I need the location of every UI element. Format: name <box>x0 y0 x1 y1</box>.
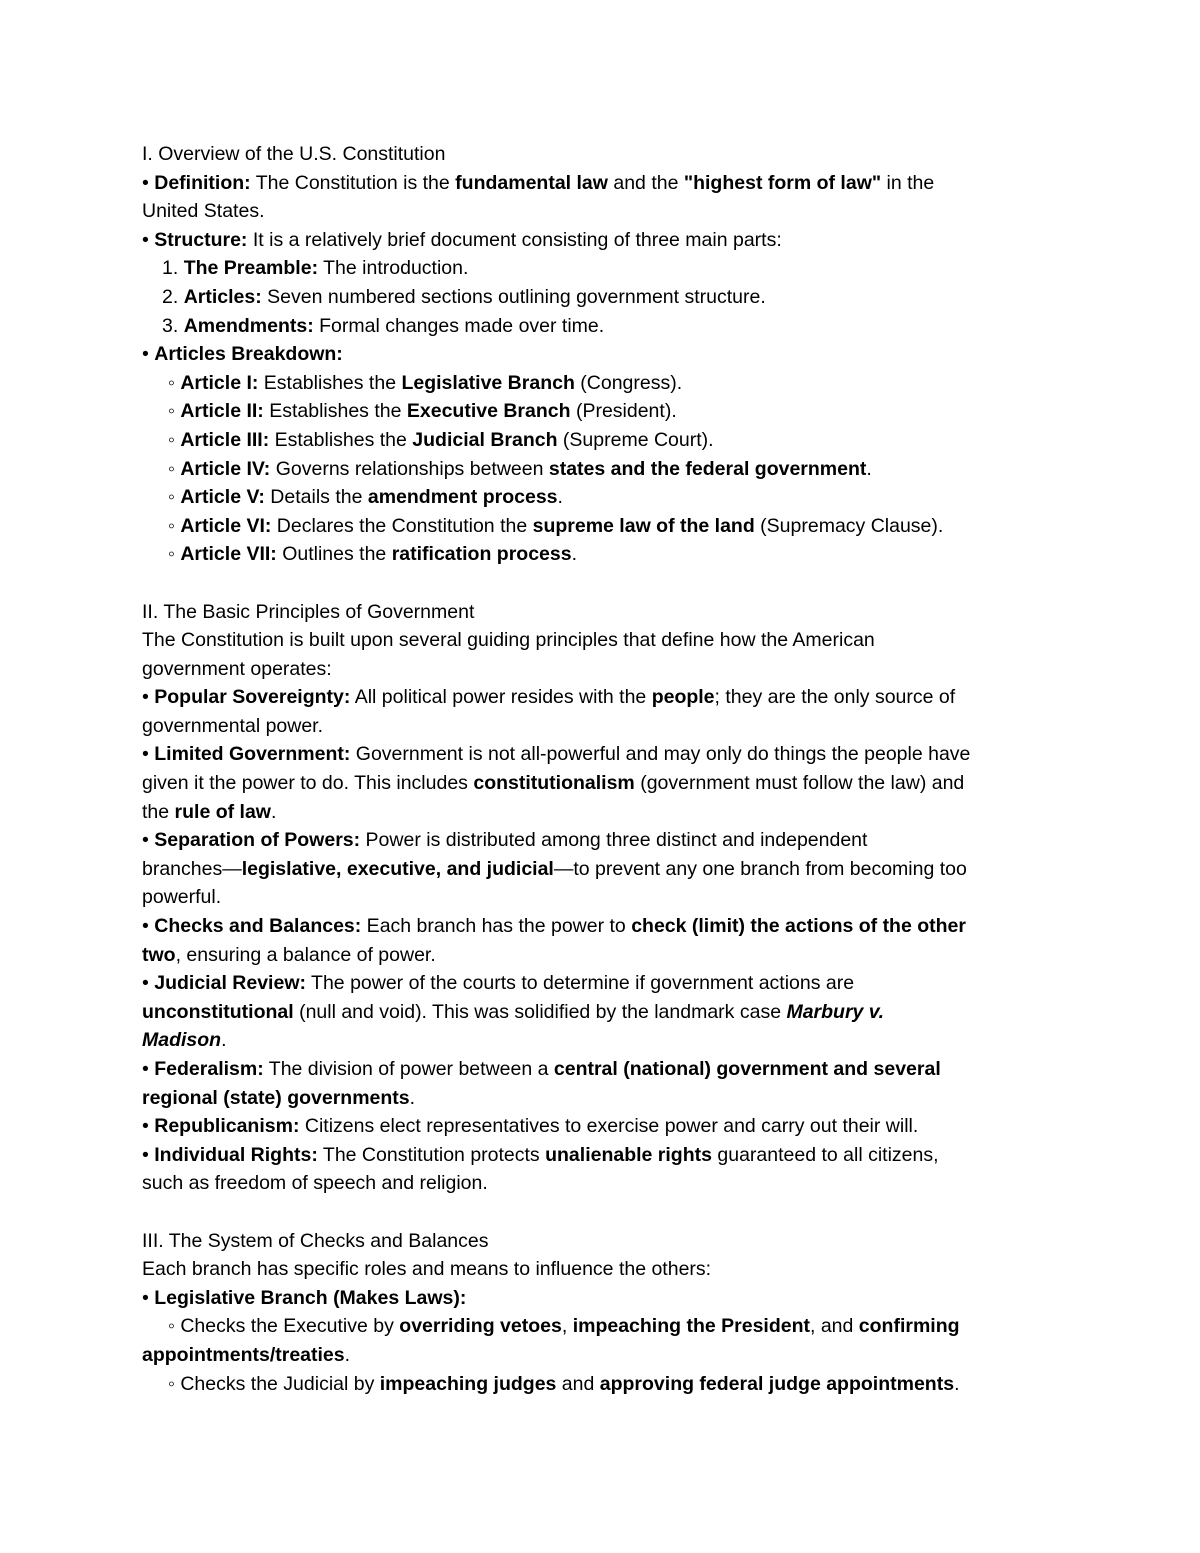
bold-text: central (national) government and several <box>553 1058 941 1080</box>
text-run: Seven numbered sections outlining government structure. <box>261 285 766 308</box>
text-run: branches— <box>142 857 242 880</box>
text-line <box>142 226 1072 255</box>
text-run: Each branch has specific roles and means to influence the others: <box>142 1258 712 1281</box>
text-run: 2. <box>162 285 184 308</box>
text-run: ◦ <box>168 514 181 537</box>
text-line <box>142 1255 1072 1284</box>
text-run: (null and void). This was solidified by the landmark case <box>293 1000 787 1023</box>
text-run: • <box>142 1143 155 1166</box>
text-run: ◦ Checks the Executive by <box>168 1315 400 1338</box>
bold-text: supreme law of the land <box>532 514 755 537</box>
text-run: Power is distributed among three distinct and independent <box>360 829 868 852</box>
bold-text: Federalism: <box>154 1058 264 1080</box>
text-run: • <box>142 686 155 709</box>
text-run: • <box>142 743 155 766</box>
text-run: ◦ <box>168 457 181 480</box>
bold-text: constitutionalism <box>473 772 635 795</box>
text-run: . <box>409 1086 416 1109</box>
text-run: the <box>142 800 175 823</box>
text-line <box>142 1341 1072 1370</box>
text-line <box>142 1312 1072 1341</box>
text-run: • <box>142 1115 155 1138</box>
text-run: • <box>142 915 155 938</box>
bold-text: impeaching judges <box>379 1372 557 1395</box>
text-line <box>142 1055 1072 1084</box>
text-line <box>142 283 1072 312</box>
text-line <box>142 455 1072 484</box>
text-run: Outlines the <box>276 543 392 566</box>
bold-text: Article VII: <box>180 543 277 566</box>
bold-text: fundamental law <box>455 171 608 194</box>
bold-text: Limited Government: <box>154 743 351 766</box>
text-run: government operates: <box>142 657 332 680</box>
bold-text: Article II: <box>180 400 264 423</box>
bold-text: Article IV: <box>180 457 271 480</box>
text-run: and the <box>607 171 684 194</box>
text-run: . <box>954 1372 960 1395</box>
bold-text: Articles: <box>183 285 262 308</box>
bold-text: Executive Branch <box>406 400 571 423</box>
bold-text: Amendments: <box>183 314 314 337</box>
bold-text: Republicanism: <box>154 1115 300 1138</box>
text-line <box>142 740 1072 769</box>
text-run: . <box>270 800 277 823</box>
text-run: Establishes the <box>263 400 407 423</box>
text-line <box>142 826 1072 855</box>
bold-text: Judicial Review: <box>154 972 306 995</box>
text-line <box>142 1112 1072 1141</box>
text-line <box>142 683 1072 712</box>
text-run: Establishes the <box>269 428 413 451</box>
text-run: 3. <box>162 314 184 337</box>
bold-text: rule of law <box>174 800 271 823</box>
text-run: Details the <box>264 486 368 509</box>
bold-text: Individual Rights: <box>154 1143 318 1166</box>
bold-text: legislative, executive, and judicial <box>241 857 554 880</box>
text-run: in the <box>881 171 935 194</box>
paragraph-spacer <box>142 569 1072 598</box>
bold-text: amendment process <box>367 486 558 509</box>
text-run: All political power resides with the <box>350 686 652 709</box>
bold-text: Definition: <box>154 171 251 194</box>
text-run: ◦ <box>168 486 181 509</box>
bold-text: appointments/treaties <box>142 1343 345 1366</box>
text-run: • <box>142 171 155 194</box>
text-run: Governs relationships between <box>270 457 549 480</box>
text-run: Citizens elect representatives to exercise power and carry out their will. <box>299 1115 919 1138</box>
text-run: Each branch has the power to <box>361 915 632 938</box>
bold-text: Marbury v. <box>786 1000 884 1023</box>
text-run: The Constitution protects <box>317 1143 546 1166</box>
bold-text: Madison <box>142 1029 222 1052</box>
text-line <box>142 540 1072 569</box>
text-run: ◦ <box>168 400 181 423</box>
text-run: • <box>142 1058 155 1080</box>
text-run: • <box>142 829 155 852</box>
text-run: . <box>866 457 872 480</box>
text-run: (Congress). <box>574 371 683 394</box>
text-run: I. Overview of the U.S. Constitution <box>142 143 446 165</box>
text-run: . <box>344 1343 351 1366</box>
text-run: such as freedom of speech and religion. <box>142 1172 488 1195</box>
text-run: and <box>556 1372 600 1395</box>
text-line <box>142 1084 1072 1113</box>
bold-text: ratification process <box>391 543 572 566</box>
text-run: . <box>557 486 563 509</box>
text-line <box>142 998 1072 1027</box>
bold-text: Separation of Powers: <box>154 829 361 852</box>
text-line <box>142 312 1072 341</box>
text-run: • <box>142 343 155 366</box>
text-line <box>142 140 1072 169</box>
text-run: —to prevent any one branch from becoming too <box>553 857 967 880</box>
text-run: • <box>142 1286 155 1309</box>
text-line <box>142 1169 1072 1198</box>
bold-text: Article VI: <box>180 514 272 537</box>
text-run: (President). <box>570 400 677 423</box>
text-line <box>142 969 1072 998</box>
text-run: III. The System of Checks and Balances <box>142 1229 489 1252</box>
text-run: 1. <box>162 257 184 280</box>
bold-text: Article V: <box>180 486 265 509</box>
text-line <box>142 655 1072 684</box>
text-run: ◦ <box>168 371 181 394</box>
text-line <box>142 397 1072 426</box>
bold-text: unalienable rights <box>545 1143 712 1166</box>
bold-text: Judicial Branch <box>412 428 558 451</box>
bold-text: states and the federal government <box>548 457 867 480</box>
bold-text: "highest form of law" <box>683 171 882 194</box>
text-run: II. The Basic Principles of Government <box>142 600 475 623</box>
text-line <box>142 426 1072 455</box>
bold-text: impeaching the President <box>572 1315 810 1338</box>
bold-text: people <box>651 686 715 709</box>
text-run: Government is not all-powerful and may only do things the people have <box>350 743 971 766</box>
bold-text: unconstitutional <box>142 1000 294 1023</box>
text-run: powerful. <box>142 886 222 909</box>
text-line <box>142 883 1072 912</box>
text-run: Establishes the <box>258 371 402 394</box>
text-line <box>142 598 1072 627</box>
text-run: • <box>142 228 155 251</box>
text-run: ◦ <box>168 543 181 566</box>
bold-text: approving federal judge appointments <box>599 1372 955 1395</box>
text-run: Declares the Constitution the <box>271 514 533 537</box>
text-run: It is a relatively brief document consisting of three main parts: <box>247 228 782 251</box>
text-line <box>142 769 1072 798</box>
text-run: ; they are the only source of <box>714 686 956 709</box>
text-line <box>142 1026 1072 1055</box>
text-run: , <box>561 1315 573 1338</box>
bold-text: check (limit) the actions of the other <box>631 915 966 938</box>
text-line <box>142 369 1072 398</box>
text-line <box>142 912 1072 941</box>
text-run: (Supremacy Clause). <box>754 514 944 537</box>
text-run: United States. <box>142 200 265 223</box>
bold-text: Popular Sovereignty: <box>154 686 351 709</box>
text-line <box>142 197 1072 226</box>
text-run: guaranteed to all citizens, <box>711 1143 939 1166</box>
text-line <box>142 254 1072 283</box>
text-run: The Constitution is built upon several guiding principles that define how the American <box>142 629 875 652</box>
text-run: , and <box>810 1315 859 1338</box>
text-line <box>142 1284 1072 1313</box>
bold-text: Legislative Branch (Makes Laws): <box>154 1286 467 1309</box>
bold-text: Checks and Balances: <box>154 915 362 938</box>
text-run: • <box>142 972 155 995</box>
text-line <box>142 169 1072 198</box>
text-run: ◦ Checks the Judicial by <box>168 1372 380 1395</box>
text-line <box>142 941 1072 970</box>
bold-text: Articles Breakdown: <box>154 343 343 366</box>
bold-text: Article I: <box>180 371 259 394</box>
text-run: . <box>221 1029 227 1052</box>
text-run: governmental power. <box>142 714 324 737</box>
bold-text: two <box>142 943 176 966</box>
text-run: The power of the courts to determine if government actions are <box>305 972 855 995</box>
text-run: The division of power between a <box>263 1058 554 1080</box>
text-line <box>142 1141 1072 1170</box>
text-run: Formal changes made over time. <box>313 314 605 337</box>
bold-text: Structure: <box>154 228 248 251</box>
text-run: given it the power to do. This includes <box>142 772 474 795</box>
text-line <box>142 1227 1072 1256</box>
bold-text: Article III: <box>180 428 270 451</box>
bold-text: regional (state) governments <box>142 1086 410 1109</box>
bold-text: The Preamble: <box>183 257 319 280</box>
text-run: The Constitution is the <box>250 171 456 194</box>
text-run: , ensuring a balance of power. <box>175 943 436 966</box>
text-run: The introduction. <box>318 257 469 280</box>
text-line <box>142 340 1072 369</box>
text-line <box>142 512 1072 541</box>
document-body <box>142 140 1072 1398</box>
text-line <box>142 1370 1072 1399</box>
bold-text: confirming <box>858 1315 960 1338</box>
paragraph-spacer <box>142 1198 1072 1227</box>
text-line <box>142 855 1072 884</box>
text-line <box>142 626 1072 655</box>
text-run: . <box>571 543 578 566</box>
text-line <box>142 483 1072 512</box>
text-run: (government must follow the law) and <box>634 772 965 795</box>
bold-text: overriding vetoes <box>399 1315 562 1338</box>
text-line <box>142 798 1072 827</box>
bold-text: Legislative Branch <box>401 371 575 394</box>
text-line <box>142 712 1072 741</box>
text-run: ◦ <box>168 428 181 451</box>
text-run: (Supreme Court). <box>557 428 714 451</box>
